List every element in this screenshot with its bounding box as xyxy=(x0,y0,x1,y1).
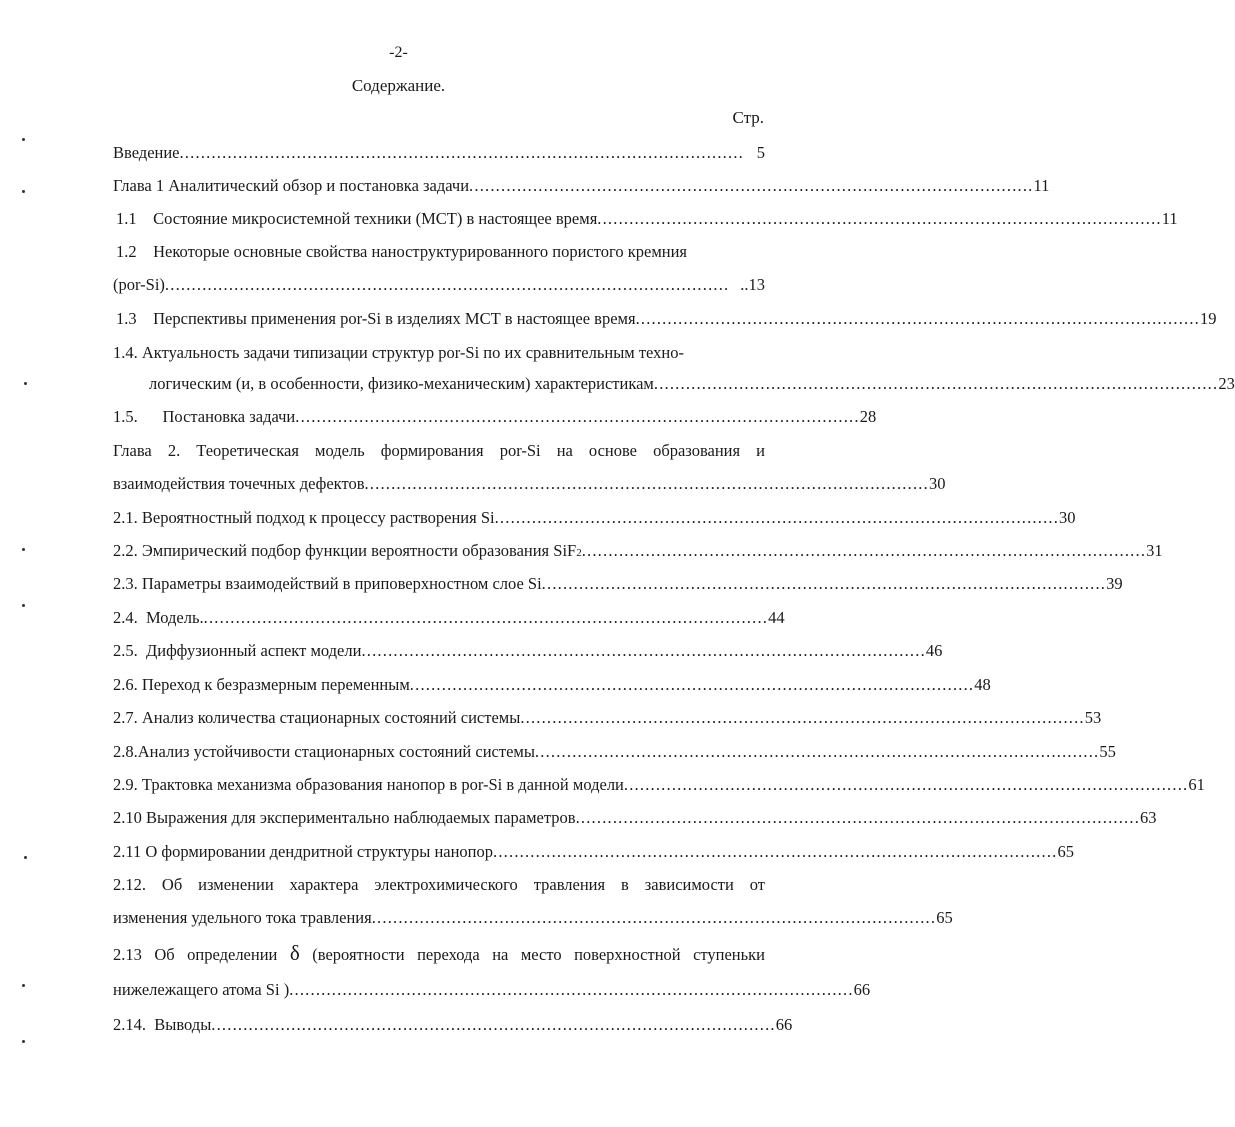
toc-entry-1-2-cont: (por-Si) .......................................................................................................... ..13 xyxy=(113,275,765,294)
toc-entry-2-11: 2.11 О формировании дендритной структуры нанопор .......................................................................................................... 65 xyxy=(113,842,1074,861)
page-column-header: Стр. xyxy=(732,108,764,127)
toc-entry-2-4: 2.4. Модель. .......................................................................................................... 44 xyxy=(113,608,785,627)
toc-entry-2-1: 2.1. Вероятностный подход к процессу растворения Si .......................................................................................................... 30 xyxy=(113,508,1076,527)
margin-speck xyxy=(22,984,25,987)
toc-entry-1-4: 1.4. Актуальность задачи типизации структур por-Si по их сравнительным техно- xyxy=(113,343,684,362)
margin-speck xyxy=(22,138,25,141)
margin-speck xyxy=(22,190,25,193)
toc-entry-1-2: 1.2 Некоторые основные свойства наноструктурированного пористого кремния xyxy=(116,242,688,261)
toc-entry-1-1: 1.1 Состояние микросистемной техники (МСТ) в настоящее время .......................................................................................................... 11 xyxy=(116,209,1178,228)
toc-entry-2-13-cont: нижележащего атома Si ) .......................................................................................................... 66 xyxy=(113,980,871,999)
toc-entry-2-8: 2.8.Анализ устойчивости стационарных состояний системы .......................................................................................................... 55 xyxy=(113,742,1116,761)
margin-speck xyxy=(24,382,27,385)
toc-entry-chapter-2: Глава 2. Теоретическая модель формирования por-Si на основе образования и xyxy=(113,441,765,460)
toc-entry-1-5: 1.5. Постановка задачи .......................................................................................................... 28 xyxy=(113,407,877,426)
toc-entry-2-9: 2.9. Трактовка механизма образования нанопор в por-Si в данной модели .......................................................................................................... 61 xyxy=(113,775,1205,794)
toc-entry-2-5: 2.5. Диффузионный аспект модели .......................................................................................................... 46 xyxy=(113,641,943,660)
toc-entry-2-14: 2.14. Выводы .......................................................................................................... 66 xyxy=(113,1015,793,1034)
toc-entry-2-3: 2.3. Параметры взаимодействий в приповерхностном слое Si .......................................................................................................... 39 xyxy=(113,574,1123,593)
margin-speck xyxy=(22,548,25,551)
margin-speck xyxy=(22,604,25,607)
toc-entry-1-3: 1.3 Перспективы применения por-Si в изделиях МСТ в настоящее время .......................................................................................................... 19 xyxy=(116,309,1217,328)
margin-speck xyxy=(22,1040,25,1043)
toc-entry-2-10: 2.10 Выражения для экспериментально наблюдаемых параметров .......................................................................................................... 63 xyxy=(113,808,1157,827)
page-title: Содержание. xyxy=(351,76,446,95)
delta-symbol: δ xyxy=(289,941,300,965)
toc-entry-2-12-cont: изменения удельного тока травления .......................................................................................................... 65 xyxy=(113,908,953,927)
toc-entry-1-4-cont: логическим (и, в особенности, физико-механическим) характеристикам .......................................................................................................... 23 xyxy=(149,374,1235,393)
page-number: -2- xyxy=(389,44,408,61)
margin-speck xyxy=(24,856,27,859)
toc-entry-2-6: 2.6. Переход к безразмерным переменным .......................................................................................................... 48 xyxy=(113,675,991,694)
toc-entry-2-2: 2.2. Эмпирический подбор функции вероятности образования SiF 2 .......................................................................................................... 31 xyxy=(113,541,1163,560)
toc-entry-2-12: 2.12. Об изменении характера электрохимического травления в зависимости от xyxy=(113,875,765,894)
toc-entry-introduction: Введение .......................................................................................................... 5 xyxy=(113,143,765,162)
toc-entry-2-13: 2.13 Об определении δ (вероятности перехода на место поверхностной ступеньки xyxy=(113,941,766,965)
toc-entry-chapter-2-cont: взаимодействия точечных дефектов .......................................................................................................... 30 xyxy=(113,474,946,493)
toc-entry-chapter-1: Глава 1 Аналитический обзор и постановка задачи .......................................................................................................... 11 xyxy=(113,176,1050,195)
toc-entry-2-7: 2.7. Анализ количества стационарных состояний системы .......................................................................................................... 53 xyxy=(113,708,1102,727)
